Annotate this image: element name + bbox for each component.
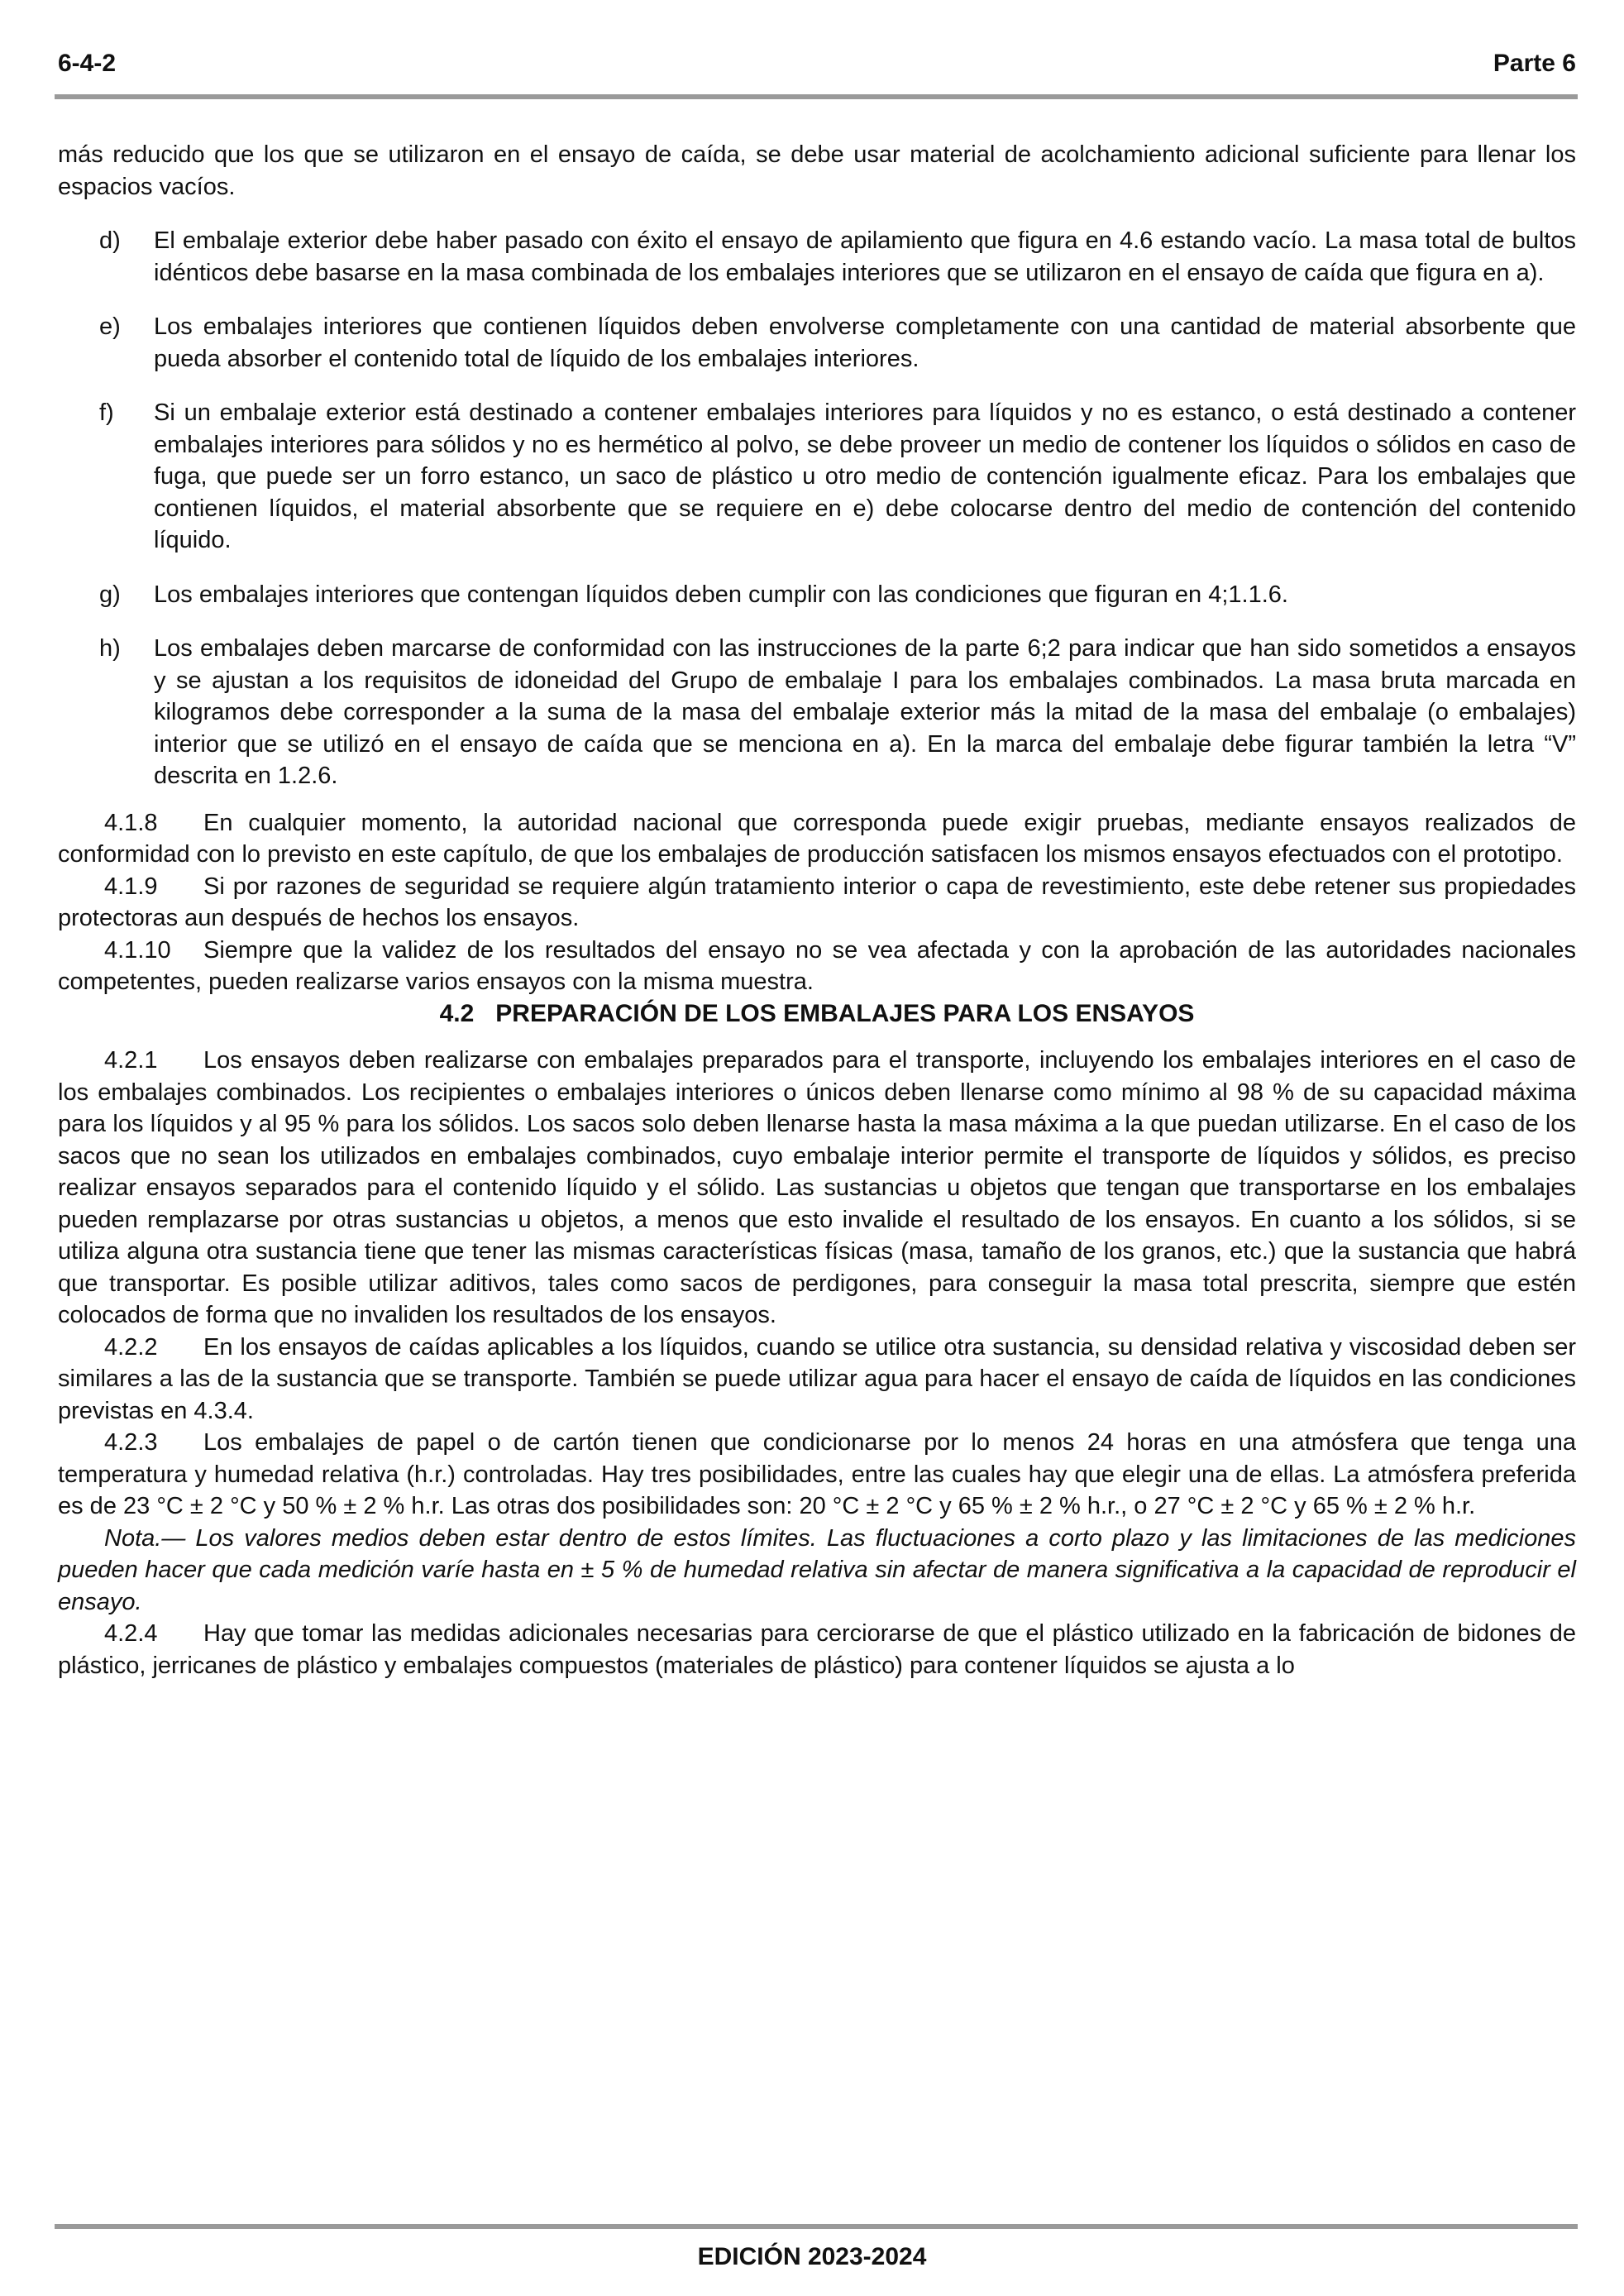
- paragraph-4-1-8: [58, 807, 1576, 871]
- list-item-text: Los embalajes deben marcarse de conformidad con las instrucciones de la parte 6;2 para indicar que han sido sometidos a ensayos y se ajustan a los requisitos de idoneidad del Grupo de embalaje I para los embalajes combinados. La masa bruta marcada en kilogramos debe corresponder a la suma de la masa del embalaje exterior más la mitad de la masa del embalaje (o embalajes) interior que se utilizó en el ensayo de caída que se menciona en a). En la marca del embalaje debe figurar también la letra “V” descrita en 1.2.6.: [154, 635, 1576, 789]
- list-item-label: g): [99, 581, 121, 608]
- list-item-label: d): [99, 227, 121, 254]
- list-item-f: [99, 397, 1576, 557]
- paragraph-number: 4.2.1: [104, 1047, 158, 1074]
- paragraph-4-1-10: [58, 935, 1576, 998]
- list-item-text: Los embalajes interiores que contengan líquidos deben cumplir con las condiciones que figuran en 4;1.1.6.: [154, 581, 1288, 608]
- paragraph-text: Hay que tomar las medidas adicionales necesarias para cerciorarse de que el plástico utilizado en la fabricación de bidones de plástico, jerricanes de plástico y embalajes compuestos (materiales de plástico) para contener líquidos se ajusta a lo: [58, 1620, 1576, 1679]
- page-body: [58, 139, 1576, 1681]
- header-rule: [55, 94, 1578, 99]
- paragraph-number: 4.2.3: [104, 1429, 158, 1456]
- list-item-text: El embalaje exterior debe haber pasado con éxito el ensayo de apilamiento que figura en 4.6 estando vacío. La masa total de bultos idénticos debe basarse en la masa combinada de los embalajes interiores que se utilizaron en el ensayo de caída que figura en a).: [154, 227, 1576, 286]
- section-title: PREPARACIÓN DE LOS EMBALAJES PARA LOS ENSAYOS: [495, 999, 1195, 1027]
- list-item-text: Si un embalaje exterior está destinado a contener embalajes interiores para líquidos y no es estanco, o está destinado a contener embalajes interiores para sólidos y no es hermético al polvo, se debe proveer un medio de contener los líquidos o sólidos en caso de fuga, que puede ser un forro estanco, un saco de plástico u otro medio de contención igualmente eficaz. Para los embalajes que contienen líquidos, el material absorbente que se requiere en e) debe colocarse dentro del medio de contención del contenido líquido.: [154, 399, 1576, 553]
- page-header: [58, 50, 1576, 83]
- edition-footer: EDICIÓN 2023-2024: [697, 2243, 927, 2270]
- list-item-e: [99, 311, 1576, 375]
- continuation-text: más reducido que los que se utilizaron en el ensayo de caída, se debe usar material de acolchamiento adicional suficiente para llenar los espacios vacíos.: [58, 141, 1576, 200]
- part-label: Parte 6: [1493, 50, 1576, 77]
- paragraph-4-2-3: [58, 1427, 1576, 1523]
- paragraph-text: Los embalajes de papel o de cartón tienen que condicionarse por lo menos 24 horas en una atmósfera que tenga una temperatura y humedad relativa (h.r.) controladas. Hay tres posibilidades, entre las cuales hay que elegir una de ellas. La atmósfera preferida es de 23 °C ± 2 °C y 50 % ± 2 % h.r. Las otras dos posibilidades son: 20 °C ± 2 °C y 65 % ± 2 % h.r., o 27 °C ± 2 °C y 65 % ± 2 % h.r.: [58, 1429, 1576, 1519]
- paragraph-number: 4.2.4: [104, 1620, 158, 1647]
- paragraph-text: En cualquier momento, la autoridad nacional que corresponda puede exigir pruebas, mediante ensayos realizados de conformidad con lo previsto en este capítulo, de que los embalajes de producción satisfacen los mismos ensayos efectuados con el prototipo.: [58, 809, 1576, 868]
- paragraph-number: 4.1.9: [104, 873, 158, 900]
- section-heading: [58, 998, 1576, 1031]
- paragraph-4-2-2: [58, 1332, 1576, 1428]
- list-item-h: [99, 633, 1576, 792]
- paragraph-text: Los ensayos deben realizarse con embalajes preparados para el transporte, incluyendo los embalajes interiores en el caso de los embalajes combinados. Los recipientes o embalajes interiores o únicos deben llenarse como mínimo al 98 % de su capacidad máxima para los líquidos y al 95 % para los sólidos. Los sacos solo deben llenarse hasta la masa máxima a la que puedan utilizarse. En el caso de los sacos que no sean los utilizados en embalajes combinados, cuyo embalaje interior permite el transporte de líquidos y sólidos, es preciso realizar ensayos separados para el contenido líquido y el sólido. Las sustancias u objetos que tengan que transportarse en los embalajes pueden remplazarse por otras sustancias u objetos, a menos que esto invalide el resultado de los ensayos. En cuanto a los sólidos, si se utiliza alguna otra sustancia tiene que tener las mismas características físicas (masa, tamaño de los granos, etc.) que la sustancia que habrá que transportar. Es posible utilizar aditivos, tales como sacos de perdigones, para conseguir la masa total prescrita, siempre que estén colocados de forma que no invaliden los resultados de los ensayos.: [58, 1047, 1576, 1328]
- paragraph-text: En los ensayos de caídas aplicables a los líquidos, cuando se utilice otra sustancia, su densidad relativa y viscosidad deben ser similares a las de la sustancia que se transporte. También se puede utilizar agua para hacer el ensayo de caída de líquidos en las condiciones previstas en 4.3.4.: [58, 1333, 1576, 1424]
- note-paragraph: Nota.— Los valores medios deben estar dentro de estos límites. Las fluctuaciones a corto plazo y las limitaciones de las mediciones pueden hacer que cada medición varíe hasta en ± 5 % de humedad relativa sin afectar de manera significativa a la capacidad de reproducir el ensayo.: [58, 1524, 1576, 1615]
- paragraph-text: Siempre que la validez de los resultados del ensayo no se vea afectada y con la aprobación de las autoridades nacionales competentes, pueden realizarse varios ensayos con la misma muestra.: [58, 936, 1576, 995]
- page-number: 6-4-2: [58, 50, 117, 77]
- list-item-label: h): [99, 635, 121, 662]
- paragraph-text: Si por razones de seguridad se requiere algún tratamiento interior o capa de revestimiento, este debe retener sus propiedades protectoras aun después de hechos los ensayos.: [58, 873, 1576, 931]
- paragraph-4-2-1: [58, 1045, 1576, 1332]
- section-number: 4.2: [439, 999, 475, 1027]
- paragraph-4-1-9: [58, 871, 1576, 935]
- paragraph-number: 4.2.2: [104, 1333, 158, 1361]
- paragraph-number: 4.1.10: [104, 936, 171, 964]
- footer-rule: [55, 2224, 1578, 2229]
- list-item-g: [99, 579, 1576, 611]
- list-item-label: f): [99, 399, 114, 426]
- paragraph-4-2-4: [58, 1618, 1576, 1681]
- list-item-label: e): [99, 313, 121, 340]
- list-item-text: Los embalajes interiores que contienen líquidos deben envolverse completamente con una cantidad de material absorbente que pueda absorber el contenido total de líquido de los embalajes interiores.: [154, 313, 1576, 372]
- paragraph-number: 4.1.8: [104, 809, 158, 836]
- list-item-d: [99, 225, 1576, 289]
